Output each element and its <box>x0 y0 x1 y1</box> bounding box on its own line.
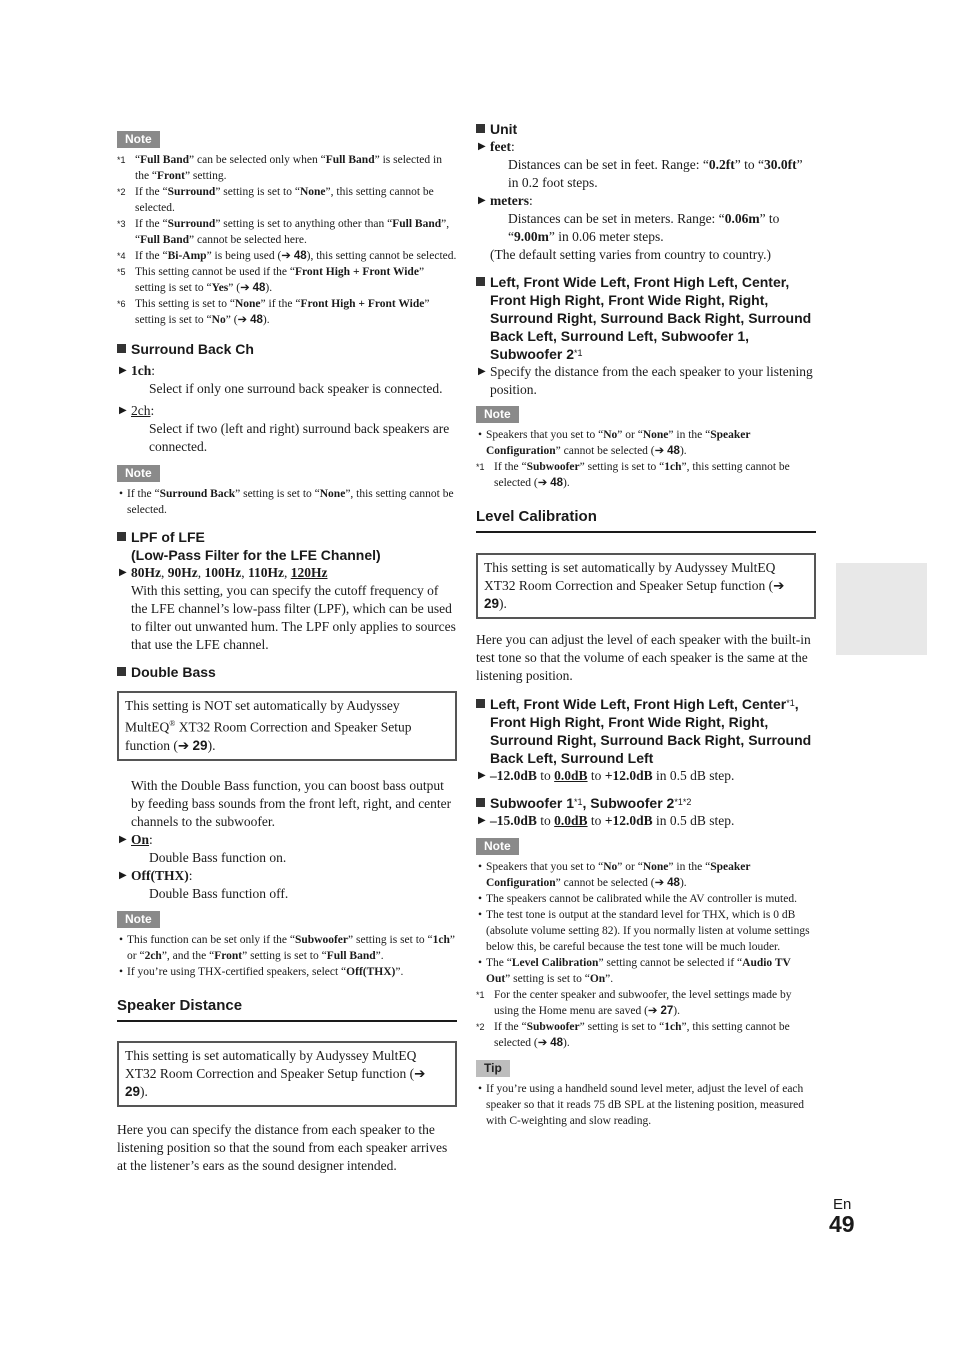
unit-default-note: (The default setting varies from country to country.) <box>490 247 772 262</box>
lpf-heading: LPF of LFE <box>117 528 457 546</box>
subwoofer-range: ▶ –15.0dB to 0.0dB to +12.0dB in 0.5 dB step. <box>478 813 735 828</box>
option-desc: Select if only one surround back speaker is connected. <box>149 381 443 396</box>
note-label: Note <box>117 465 160 482</box>
footnote-5: *5 This setting cannot be used if the “Front High + Front Wide” setting is set to “Yes” (➔ 48). <box>117 266 425 294</box>
level-calibration-heading: Level Calibration <box>476 507 816 533</box>
note-item: • This function can be set only if the “Subwoofer” setting is set to “1ch” or “2ch”, and the “Front” setting is set to “Full Band”. <box>119 933 456 962</box>
language-label: En <box>833 1196 852 1213</box>
page-number: 49 <box>829 1211 855 1237</box>
option-meters: ▶ meters: <box>478 193 533 208</box>
lpf-options: ▶ 80Hz, 90Hz, 100Hz, 110Hz, 120Hz <box>119 565 328 580</box>
unit-heading: Unit <box>476 120 816 138</box>
option-feet: ▶ feet: <box>478 139 515 154</box>
note-item: • If you’re using THX-certified speakers, select “Off(THX)”. <box>119 965 404 978</box>
footnote-3: *3 If the “Surround” setting is set to anything other than “Full Band”, “Full Band” cannot be selected here. <box>117 218 450 246</box>
note-item: • The speakers cannot be calibrated while the AV controller is muted. <box>478 893 797 905</box>
double-bass-heading: Double Bass <box>117 663 457 681</box>
option-on: ▶ On: <box>119 831 153 847</box>
note-item: • The test tone is output at the standard level for THX, which is 0 dB (absolute volume setting 82). If you normally listen at volume settings below this, be careful because the test tone will be much louder. <box>478 909 810 953</box>
tip-label: Tip <box>476 1060 510 1077</box>
right-column <box>476 120 816 1129</box>
note-item: • The “Level Calibration” setting cannot be selected if “Audio TV Out” setting is set to “On”. <box>478 957 791 985</box>
level-range: ▶ –12.0dB to 0.0dB to +12.0dB in 0.5 dB step. <box>478 768 735 783</box>
option-desc: Distances can be set in feet. Range: “0.2ft” to “30.0ft” in 0.2 foot steps. <box>508 157 803 190</box>
footnote-1: *1 For the center speaker and subwoofer, the level settings made by using the Home menu are saved (➔ 27). <box>476 989 792 1017</box>
speaker-distance-heading: Speaker Distance <box>117 996 457 1022</box>
footnote-2: *2 If the “Subwoofer” setting is set to “1ch”, this setting cannot be selected (➔ 48). <box>476 1021 790 1049</box>
option-desc: Select if two (left and right) surround back speakers are connected. <box>149 421 450 454</box>
distance-description: ▶ Specify the distance from the each speaker to your listening position. <box>478 364 813 397</box>
option-off-thx: ▶ Off(THX): <box>119 867 193 883</box>
footnote-1: *1 “Full Band” can be selected only when “Full Band” is selected in the “Front” setting. <box>117 154 442 182</box>
tip-item: • If you’re using a handheld sound level meter, adjust the level of each speaker so that it reads 75 dB SPL at the listening position, measured with C-weighting and slow reading. <box>478 1083 805 1127</box>
option-1ch: ▶ 1ch: <box>119 363 156 378</box>
left-column <box>117 120 457 1175</box>
level-calibration-description: Here you can adjust the level of each speaker with the built-in test tone so that the volume of each speaker is the same at the listening position. <box>476 632 811 683</box>
note-label: Note <box>476 406 519 423</box>
note-item: • Speakers that you set to “No” or “None” in the “Speaker Configuration” cannot be selected (➔ 48). <box>478 861 751 889</box>
note-label: Note <box>476 838 519 855</box>
footnote-6: *6 This setting is set to “None” if the “Front High + Front Wide” setting is set to “No” (➔ 48). <box>117 298 430 326</box>
note-label: Note <box>117 131 160 148</box>
chapter-tab <box>836 563 927 655</box>
level-calibration-info-box: This setting is set automatically by Audyssey MultEQ XT32 Room Correction and Speaker Setup function (➔ 29). <box>476 553 816 619</box>
note-item: • If the “Surround Back” setting is set to “None”, this setting cannot be selected. <box>119 488 454 516</box>
lpf-subheading: (Low-Pass Filter for the LFE Channel) <box>131 547 381 563</box>
footnote-1: *1 If the “Subwoofer” setting is set to “1ch”, this setting cannot be selected (➔ 48). <box>476 461 790 489</box>
speaker-distance-description: Here you can specify the distance from each speaker to the listening position so that the sound from each speaker arrives at the listener’s ears as the sound designer intended. <box>117 1121 448 1173</box>
option-desc: Double Bass function off. <box>149 885 289 901</box>
footnote-2: *2 If the “Surround” setting is set to “None”, this setting cannot be selected. <box>117 186 434 214</box>
level-speakers-heading: Left, Front Wide Left, Front High Left, Center$^{*1}$, Front High Right, Front Wide Right, Right, Surround Right, Surround Back Right, Surround Back Left, Surround Left <box>476 695 816 767</box>
distance-speakers-heading: Left, Front Wide Left, Front High Left, Center, Front High Right, Front Wide Right, Right, Surround Right, Surround Back Right, Surround Back Left, Surround Left, Subwoofer 1, Subwoofer 2$^{*1}$ <box>476 273 816 363</box>
speaker-distance-info-box: This setting is set automatically by Audyssey MultEQ XT32 Room Correction and Speaker Setup function (➔ 29). <box>117 1041 457 1107</box>
lpf-description: With this setting, you can specify the cutoff frequency of the LFE channel’s low-pass filter (LPF), which can be used to filter out unwanted hum. The LPF only applies to sources that use the LFE channel. <box>131 583 456 652</box>
option-desc: Double Bass function on. <box>149 849 287 865</box>
footnote-4: *4 If the “Bi-Amp” is being used (➔ 48), this setting cannot be selected. <box>117 250 457 262</box>
surround-back-heading: Surround Back Ch <box>117 340 457 358</box>
note-item: • Speakers that you set to “No” or “None” in the “Speaker Configuration” cannot be selected (➔ 48). <box>478 429 751 457</box>
note-label: Note <box>117 911 160 928</box>
double-bass-info-box: This setting is NOT set automatically by Audyssey MultEQ® XT32 Room Correction and Speaker Setup function (➔ 29). <box>117 691 457 761</box>
option-desc: Distances can be set in meters. Range: “0.06m” to “9.00m” in 0.06 meter steps. <box>508 211 780 244</box>
footnote-list <box>117 152 457 328</box>
double-bass-description: With the Double Bass function, you can boost bass output by feeding bass sounds from the front left, right, and center channels to the subwoofer. <box>131 777 452 829</box>
subwoofer-heading: Subwoofer 1$^{*1}$, Subwoofer $2^{*1*2}$ <box>476 794 816 812</box>
option-2ch: ▶ 2ch: <box>119 403 155 418</box>
